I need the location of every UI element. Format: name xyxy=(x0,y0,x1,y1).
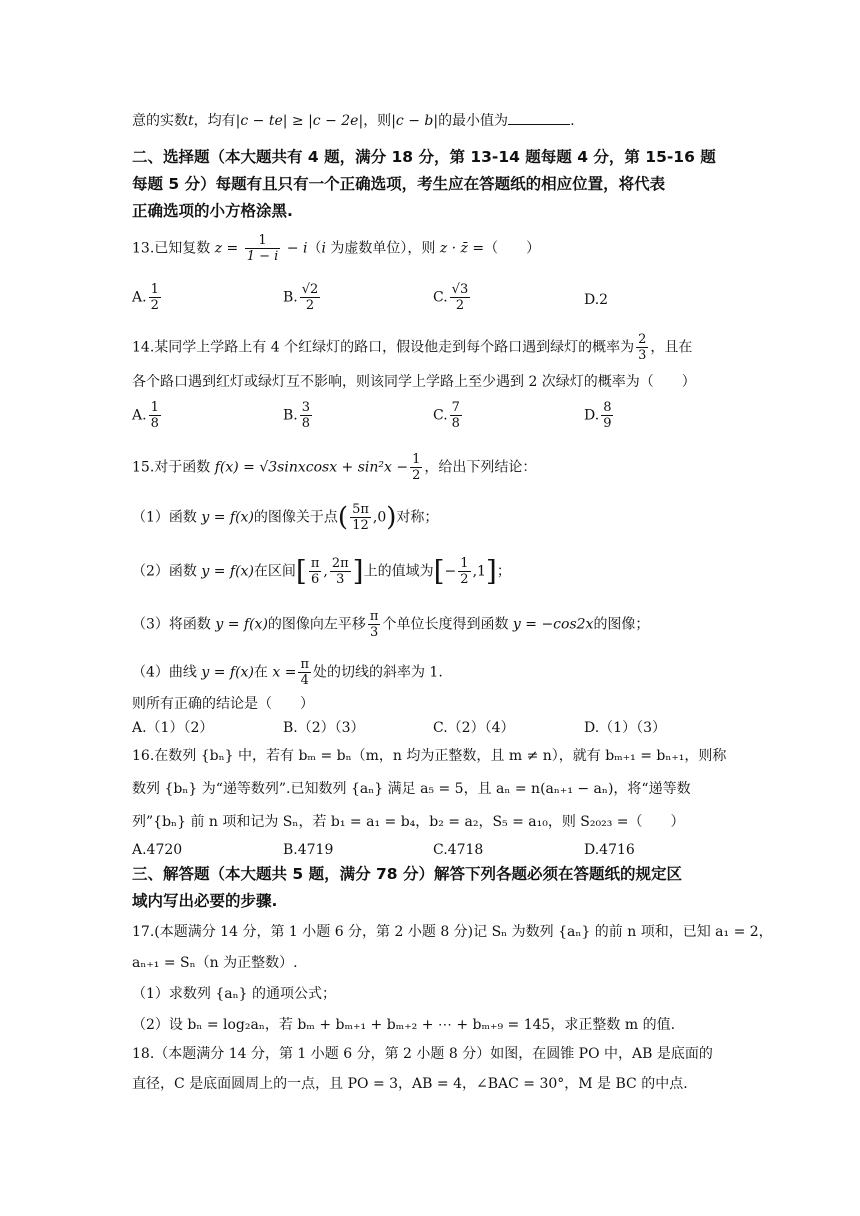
fraction xyxy=(149,400,161,431)
option-label: D. xyxy=(584,407,600,424)
question-17-line-2: aₙ₊₁ = Sₙ（n 为正整数）. xyxy=(132,955,298,971)
denominator: 8 xyxy=(451,416,460,431)
formula: ,1 xyxy=(472,563,486,580)
option-label: C. xyxy=(433,407,448,424)
text: 在 xyxy=(253,664,273,681)
formula: − i xyxy=(282,240,308,257)
formula: f(x) = √3sinxcosx + sin²x − xyxy=(214,459,409,476)
q13-option-b xyxy=(283,282,322,313)
numerator: 5π xyxy=(352,502,369,517)
numerator: 1 xyxy=(150,282,159,297)
conclusion-3 xyxy=(132,609,649,640)
formula: x = xyxy=(272,664,297,681)
option-label: C. xyxy=(433,289,448,306)
numerator: 1 xyxy=(412,452,421,467)
formula: z · z̄ = xyxy=(439,240,485,257)
fraction xyxy=(410,452,422,483)
paren-open: ( xyxy=(337,502,349,533)
text: 的图像； xyxy=(593,616,650,633)
conclusion-2: （2）函数 y = f(x)在区间[ $\frac{\pi}{6}$ , $\frac{2\pi}{3}$ ]上的值域为[− $\frac{1}{2}$ ,1]； xyxy=(132,554,511,588)
denominator: 2 xyxy=(305,298,315,313)
formula: y = f(x) xyxy=(215,616,268,633)
option-label: B. xyxy=(283,289,298,306)
text: ，给出下列结论： xyxy=(424,459,537,476)
q13-option-a xyxy=(132,282,163,313)
q14-option-a xyxy=(132,400,163,431)
section-2-heading-line-1: 二、选择题（本大题共有 4 题，满分 18 分，第 13-14 题每题 4 分，第 15-16 题 xyxy=(132,148,716,166)
option-label: A. xyxy=(132,407,147,424)
var-i: i xyxy=(321,240,326,257)
text: 13.已知复数 xyxy=(132,240,211,257)
text: . xyxy=(570,113,575,129)
question-18-line-1: 18.（本题满分 14 分，第 1 小题 6 分，第 2 小题 8 分）如图，在圆锥 PO 中，AB 是底面的 xyxy=(132,1046,713,1062)
denominator: 8 xyxy=(301,416,311,431)
text: 15.对于函数 xyxy=(132,459,215,476)
q13-option-c xyxy=(433,282,472,313)
q16-option-c: C.4718 xyxy=(433,842,484,858)
question-17-part-1: （1）求数列 {aₙ} 的通项公式； xyxy=(132,986,337,1002)
text: 的最小值为 xyxy=(438,113,509,129)
q15-option-c: C.（2）（4） xyxy=(433,720,515,736)
fraction xyxy=(601,400,613,431)
formula: y = −cos2x xyxy=(512,616,594,633)
denominator: 12 xyxy=(352,518,369,533)
denominator: 2 xyxy=(455,298,465,313)
q15-option-b: B.（2）（3） xyxy=(283,720,365,736)
denominator: 1 − i xyxy=(246,249,279,264)
bracket-close: ] xyxy=(485,554,497,588)
text: （3）将函数 xyxy=(132,616,216,633)
q15-option-a: A.（1）（2） xyxy=(132,720,214,736)
numerator: 2 xyxy=(638,332,647,347)
conclusion-1 xyxy=(132,502,438,533)
conclusion-4 xyxy=(132,657,443,688)
question-14-line-1 xyxy=(132,332,692,363)
text: 14.某同学上学路上有 4 个红绿灯的路口，假设他走到每个路口遇到绿灯的概率为 xyxy=(132,339,635,356)
numerator: 1 xyxy=(460,556,469,571)
denominator: 2 xyxy=(460,572,469,587)
denominator: 8 xyxy=(150,416,159,431)
fraction xyxy=(450,400,462,431)
text: 个单位长度得到函数 xyxy=(382,616,513,633)
text: 意的实数 xyxy=(132,113,188,129)
formula: ,0 xyxy=(372,509,387,526)
numerator: 1 xyxy=(245,233,281,249)
bracket-close: ] xyxy=(352,554,364,588)
fraction xyxy=(298,657,311,688)
question-12-continuation xyxy=(132,111,575,131)
text: （4）曲线 xyxy=(132,664,202,681)
text: 在区间 xyxy=(253,563,296,580)
numerator: 8 xyxy=(603,400,612,415)
section-2-heading-line-3: 正确选项的小方格涂黑. xyxy=(132,202,293,220)
text: ； xyxy=(496,563,511,580)
fraction xyxy=(309,556,322,587)
text: ，且在 xyxy=(650,339,693,356)
section-3-heading-line-2: 域内写出必要的步骤. xyxy=(132,892,278,910)
text: （2）函数 xyxy=(132,563,202,580)
fraction xyxy=(330,556,351,587)
fraction xyxy=(368,609,381,640)
text: 为虚数单位），则 xyxy=(325,240,440,257)
numerator: √2 xyxy=(301,282,319,297)
option-label: B. xyxy=(283,407,298,424)
fraction xyxy=(245,233,281,264)
text: （ ） xyxy=(484,240,541,257)
question-15 xyxy=(132,452,536,483)
numerator: π xyxy=(369,609,379,624)
question-14-line-2: 各个路口遇到红灯或绿灯互不影响，则该同学上学路上至少遇到 2 次绿灯的概率为（ ） xyxy=(132,374,696,390)
question-16-line-1: 16.在数列 {bₙ} 中，若有 bₘ = bₙ（m，n 均为正整数，且 m ≠ n），就有 bₘ₊₁ = bₙ₊₁，则称 xyxy=(132,748,727,764)
text: 的图像关于点 xyxy=(253,509,338,526)
question-16-line-3: 列”{bₙ} 前 n 项和记为 Sₙ，若 b₁ = a₁ = b₄，b₂ = a₂，S₅ = a₁₀，则 S₂₀₂₃ =（ ） xyxy=(132,814,685,830)
q14-option-c xyxy=(433,400,464,431)
text: （ xyxy=(307,240,322,257)
question-17-line-1: 17.(本题满分 14 分，第 1 小题 6 分，第 2 小题 8 分)记 Sₙ 为数列 {aₙ} 的前 n 项和，已知 a₁ = 2， xyxy=(132,924,773,940)
question-18-line-2: 直径，C 是底面圆周上的一点，且 PO = 3，AB = 4，∠BAC = 30°，M 是 BC 的中点. xyxy=(132,1076,688,1092)
text: ，则 xyxy=(363,113,392,129)
fraction xyxy=(350,502,371,533)
bracket-open: [ xyxy=(295,554,307,588)
denominator: 2 xyxy=(412,468,421,483)
text: 上的值域为 xyxy=(363,563,434,580)
text: 处的切线的斜率为 1. xyxy=(312,664,443,681)
q14-option-d xyxy=(584,400,615,431)
fraction xyxy=(300,400,312,431)
text: （1）函数 xyxy=(132,509,202,526)
text: ，均有 xyxy=(193,113,236,129)
q15-option-d: D.（1）（3） xyxy=(584,720,666,736)
fraction xyxy=(149,282,161,313)
option-label: A. xyxy=(132,289,147,306)
fraction xyxy=(300,282,321,313)
denominator: 2 xyxy=(150,298,159,313)
q16-option-d: D.4716 xyxy=(584,842,635,858)
question-16-line-2: 数列 {bₙ} 为“递等数列”.已知数列 {aₙ} 满足 a₅ = 5，且 aₙ = n(aₙ₊₁ − aₙ)，将“递等数 xyxy=(132,781,691,797)
text: 对称； xyxy=(396,509,439,526)
formula: − xyxy=(444,563,457,580)
numerator: π xyxy=(300,657,309,672)
question-15-ask: 则所有正确的结论是（ ） xyxy=(132,696,314,712)
question-17-part-2: （2）设 bₙ = log₂aₙ，若 bₘ + bₘ₊₁ + bₘ₊₂ + ⋯ + bₘ₊₉ = 145，求正整数 m 的值. xyxy=(132,1017,676,1033)
numerator: 2π xyxy=(331,556,349,571)
numerator: 1 xyxy=(150,400,159,415)
bracket-open: [ xyxy=(433,554,445,588)
question-13 xyxy=(132,233,540,264)
var-t: t xyxy=(188,113,194,129)
q16-option-a: A.4720 xyxy=(132,842,183,858)
numerator: 3 xyxy=(301,400,311,415)
denominator: 3 xyxy=(336,572,345,587)
answer-blank xyxy=(508,124,570,125)
vector-expression: |c − b| xyxy=(391,113,439,129)
denominator: 6 xyxy=(310,572,320,587)
text: 的图像向左平移 xyxy=(267,616,366,633)
vector-inequality: |c − te| ≥ |c − 2e| xyxy=(235,113,364,129)
fraction xyxy=(636,332,648,363)
section-3-heading-line-1: 三、解答题（本大题共 5 题，满分 78 分）解答下列各题必须在答题纸的规定区 xyxy=(132,865,682,883)
formula: y = f(x) xyxy=(201,563,254,580)
denominator: 4 xyxy=(300,673,309,688)
formula: y = f(x) xyxy=(201,664,254,681)
q16-option-b: B.4719 xyxy=(283,842,334,858)
q13-option-d: D.2 xyxy=(584,292,609,308)
fraction xyxy=(450,282,471,313)
denominator: 9 xyxy=(603,416,612,431)
section-2-heading-line-2: 每题 5 分）每题有且只有一个正确选项，考生应在答题纸的相应位置，将代表 xyxy=(132,175,666,193)
numerator: 7 xyxy=(451,400,460,415)
formula: y = f(x) xyxy=(201,509,254,526)
numerator: √3 xyxy=(451,282,469,297)
denominator: 3 xyxy=(370,625,379,640)
formula: z = xyxy=(214,240,239,257)
denominator: 3 xyxy=(638,348,647,363)
fraction xyxy=(458,556,470,587)
paren-close: ) xyxy=(386,502,397,533)
q14-option-b xyxy=(283,400,314,431)
numerator: π xyxy=(310,556,320,571)
